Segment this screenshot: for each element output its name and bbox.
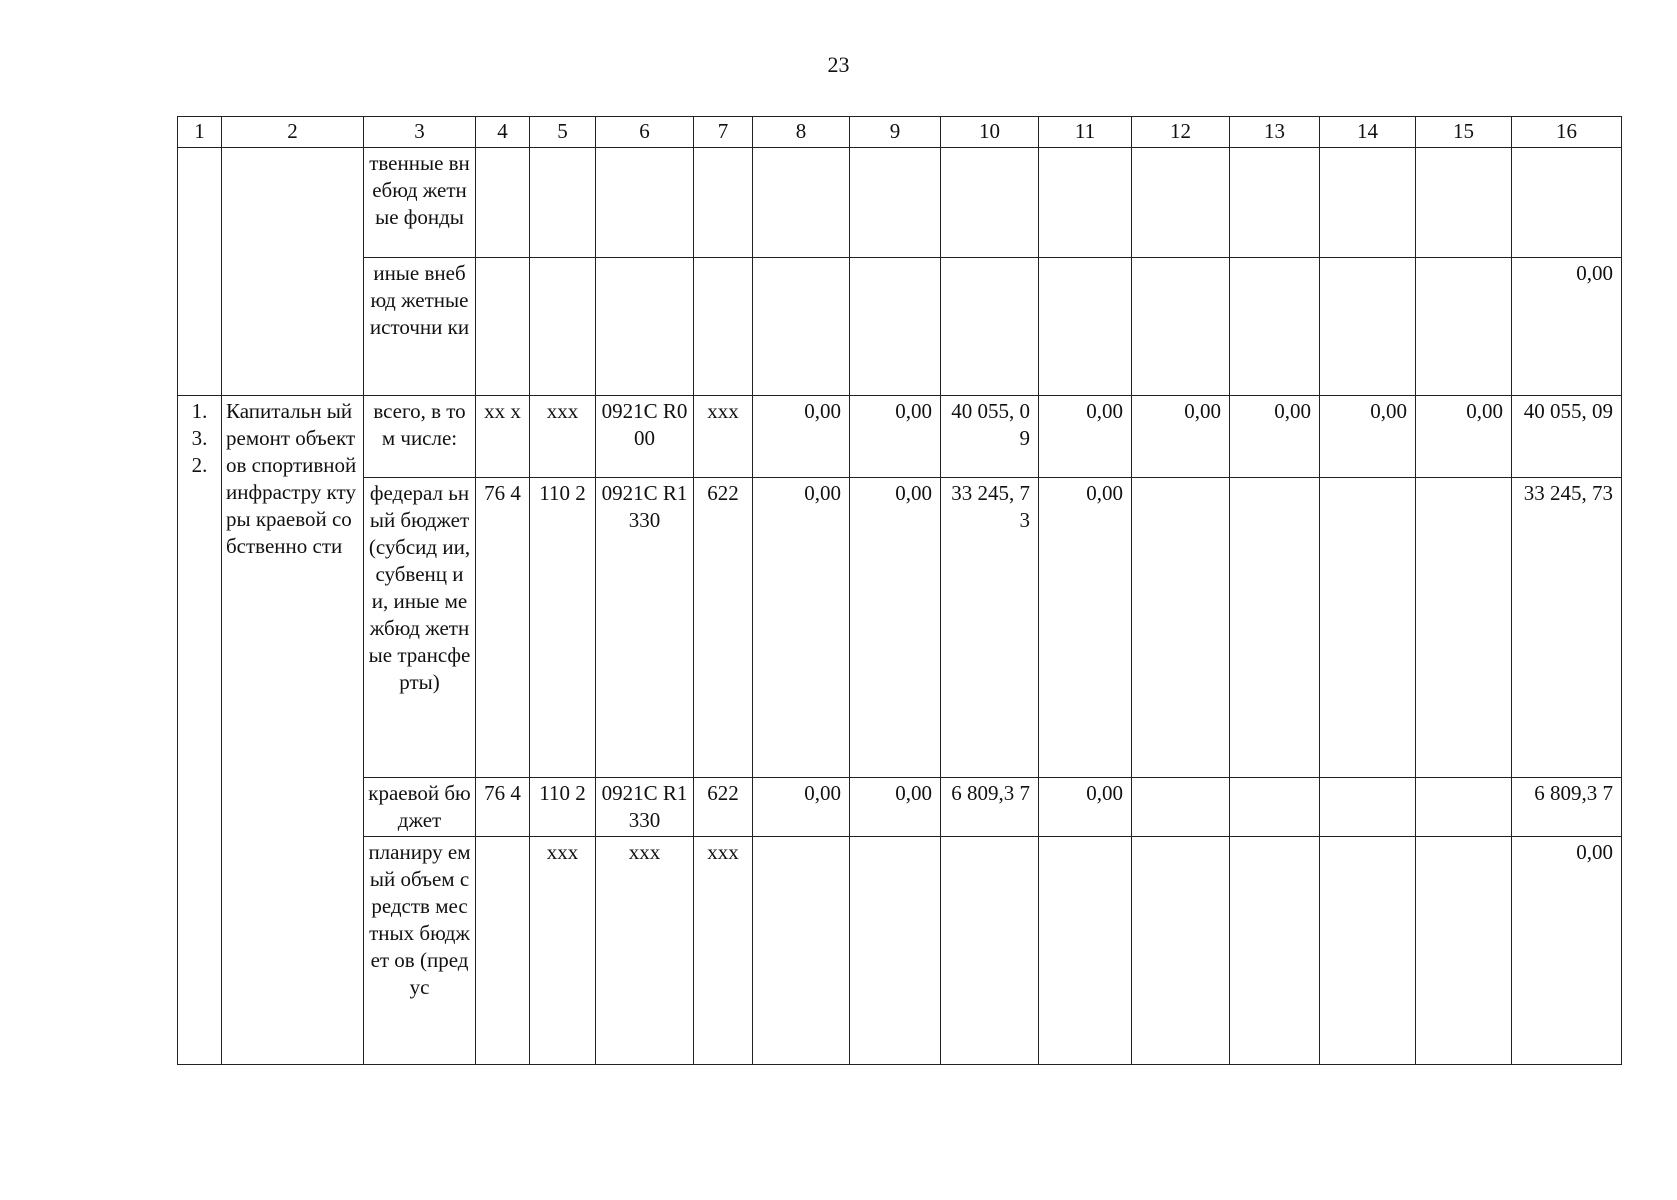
table-cell bbox=[850, 148, 941, 258]
table-cell bbox=[1416, 778, 1512, 837]
funding-source-cell: всего, в том числе: bbox=[364, 396, 476, 478]
header-cell: 6 bbox=[596, 117, 694, 148]
value-cell: 0921С R000 bbox=[596, 396, 694, 478]
value-cell: ххх bbox=[694, 396, 753, 478]
header-cell: 11 bbox=[1039, 117, 1132, 148]
table-cell bbox=[1320, 478, 1416, 778]
funding-source-cell: твенные внебюд жетные фонды bbox=[364, 148, 476, 258]
value-cell: 110 2 bbox=[530, 478, 596, 778]
value-cell: 0,00 bbox=[1512, 258, 1622, 396]
table-row-local bbox=[178, 837, 1622, 1065]
value-cell: 0,00 bbox=[1416, 396, 1512, 478]
table-cell bbox=[1039, 258, 1132, 396]
row-name-cell: Капитальн ый ремонт объектов спортивной инфрастру ктуры краевой собственно сти bbox=[222, 396, 364, 1065]
value-cell: 622 bbox=[694, 478, 753, 778]
header-cell: 10 bbox=[941, 117, 1039, 148]
header-cell: 15 bbox=[1416, 117, 1512, 148]
table-cell bbox=[1039, 837, 1132, 1065]
value-cell: 40 055, 09 bbox=[941, 396, 1039, 478]
funding-source-cell: краевой бюджет bbox=[364, 778, 476, 837]
value-cell: 40 055, 09 bbox=[1512, 396, 1622, 478]
table-cell bbox=[941, 258, 1039, 396]
value-cell: 33 245, 73 bbox=[1512, 478, 1622, 778]
value-cell: 76 4 bbox=[476, 478, 530, 778]
header-cell: 5 bbox=[530, 117, 596, 148]
header-cell: 9 bbox=[850, 117, 941, 148]
table-cell bbox=[1230, 478, 1320, 778]
value-cell: 33 245, 73 bbox=[941, 478, 1039, 778]
table-cell bbox=[941, 837, 1039, 1065]
table-cell bbox=[1132, 778, 1230, 837]
table-cell bbox=[596, 148, 694, 258]
value-cell: 0,00 bbox=[1230, 396, 1320, 478]
table-cell bbox=[1512, 148, 1622, 258]
header-cell: 13 bbox=[1230, 117, 1320, 148]
value-cell: 0,00 bbox=[1320, 396, 1416, 478]
table-cell bbox=[1132, 148, 1230, 258]
table-cell bbox=[753, 837, 850, 1065]
table-cell bbox=[530, 258, 596, 396]
table-cell bbox=[1416, 258, 1512, 396]
value-cell: ххх bbox=[596, 837, 694, 1065]
table-cell bbox=[850, 837, 941, 1065]
value-cell: 0,00 bbox=[850, 478, 941, 778]
value-cell: ххх bbox=[694, 837, 753, 1065]
value-cell: ххх bbox=[530, 837, 596, 1065]
value-cell: 0,00 bbox=[1039, 396, 1132, 478]
table-cell bbox=[1230, 258, 1320, 396]
table-cell bbox=[1039, 148, 1132, 258]
budget-table bbox=[177, 116, 1622, 1065]
table-cell bbox=[850, 258, 941, 396]
header-row bbox=[178, 117, 1622, 148]
table-cell bbox=[1320, 258, 1416, 396]
table-cell bbox=[694, 148, 753, 258]
page-number: 23 bbox=[827, 52, 850, 77]
table-cell bbox=[1416, 478, 1512, 778]
table-cell bbox=[476, 258, 530, 396]
funding-source-cell: федерал ьный бюджет (субсид ии, субвенц ии, иные межбюд жетные трансфе рты) bbox=[364, 478, 476, 778]
value-cell: 0921С R1330 bbox=[596, 478, 694, 778]
value-cell: 0,00 bbox=[1132, 396, 1230, 478]
header-cell: 1 bbox=[178, 117, 222, 148]
row-number-cell: 1. 3. 2. bbox=[178, 396, 222, 1065]
table-cell bbox=[941, 148, 1039, 258]
table-cell bbox=[694, 258, 753, 396]
table-cell bbox=[596, 258, 694, 396]
table-cell bbox=[1320, 837, 1416, 1065]
table-cell bbox=[1230, 837, 1320, 1065]
table-cell bbox=[753, 148, 850, 258]
value-cell: 0,00 bbox=[753, 478, 850, 778]
value-cell: 0,00 bbox=[1512, 837, 1622, 1065]
value-cell: 6 809,3 7 bbox=[941, 778, 1039, 837]
value-cell: 622 bbox=[694, 778, 753, 837]
table-cell bbox=[1416, 148, 1512, 258]
table-cell bbox=[1132, 837, 1230, 1065]
value-cell: ххх bbox=[530, 396, 596, 478]
header-cell: 2 bbox=[222, 117, 364, 148]
table-cell bbox=[1132, 258, 1230, 396]
table-row-regional bbox=[178, 778, 1622, 837]
value-cell: 0921С R1330 bbox=[596, 778, 694, 837]
table-cell bbox=[1320, 778, 1416, 837]
header-cell: 7 bbox=[694, 117, 753, 148]
value-cell: 0,00 bbox=[850, 778, 941, 837]
table-row-federal bbox=[178, 478, 1622, 778]
table-cell bbox=[530, 148, 596, 258]
table-row-other-sources bbox=[178, 258, 1622, 396]
header-cell: 16 bbox=[1512, 117, 1622, 148]
funding-source-cell: иные внебюд жетные источни ки bbox=[364, 258, 476, 396]
value-cell: 110 2 bbox=[530, 778, 596, 837]
table-cell bbox=[1320, 148, 1416, 258]
value-cell: 0,00 bbox=[753, 396, 850, 478]
table-row-total bbox=[178, 396, 1622, 478]
header-cell: 3 bbox=[364, 117, 476, 148]
header-cell: 12 bbox=[1132, 117, 1230, 148]
table-cell bbox=[1230, 778, 1320, 837]
row-name-cell-empty bbox=[222, 148, 364, 396]
value-cell: 6 809,3 7 bbox=[1512, 778, 1622, 837]
table-cell bbox=[1416, 837, 1512, 1065]
table-row-funds bbox=[178, 148, 1622, 258]
value-cell: 0,00 bbox=[850, 396, 941, 478]
header-cell: 14 bbox=[1320, 117, 1416, 148]
value-cell: хх х bbox=[476, 396, 530, 478]
table-cell bbox=[1132, 478, 1230, 778]
table-cell bbox=[476, 148, 530, 258]
value-cell: 76 4 bbox=[476, 778, 530, 837]
header-cell: 8 bbox=[753, 117, 850, 148]
value-cell: 0,00 bbox=[1039, 778, 1132, 837]
value-cell: 0,00 bbox=[753, 778, 850, 837]
table-cell bbox=[753, 258, 850, 396]
header-cell: 4 bbox=[476, 117, 530, 148]
table-cell bbox=[476, 837, 530, 1065]
value-cell: 0,00 bbox=[1039, 478, 1132, 778]
row-number-cell-empty bbox=[178, 148, 222, 396]
table-cell bbox=[1230, 148, 1320, 258]
funding-source-cell: планиру емый объем средств местных бюджет ов (предус bbox=[364, 837, 476, 1065]
